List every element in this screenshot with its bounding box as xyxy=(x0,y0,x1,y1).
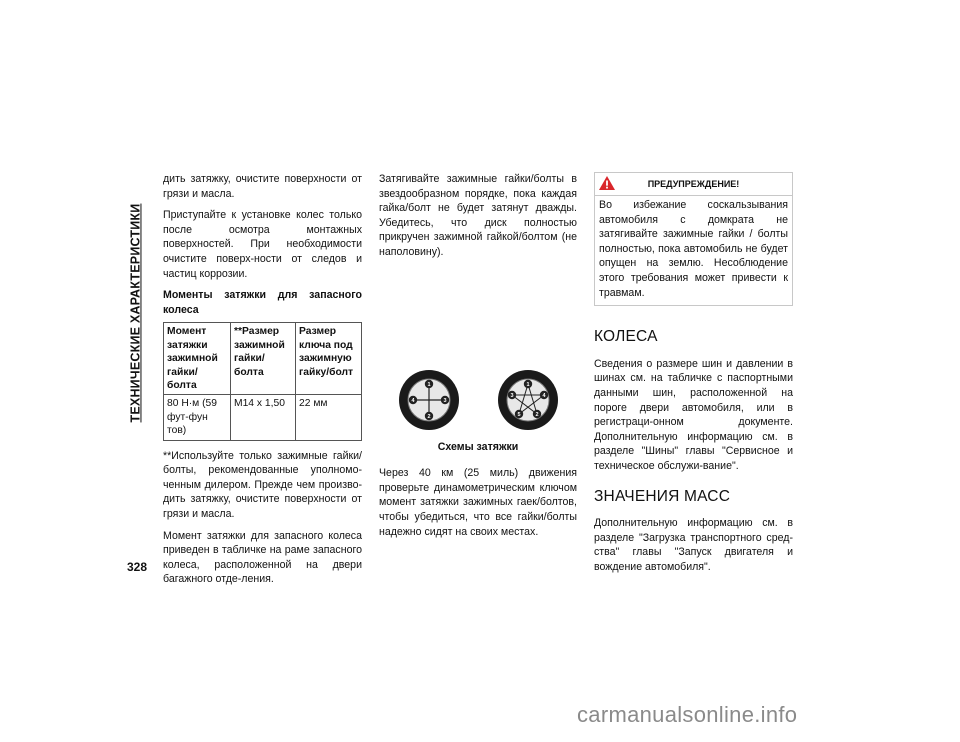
heading-wheels: КОЛЕСА xyxy=(594,328,658,346)
paragraph: Сведения о размере шин и давлении в шинах см. на табличке с паспортными данными шин, расположенной на пороге двери автомобиля, или в регистраци-онном документе. Дополнительную информацию см. в разделе "Шины" главы "Сервисное и техническое обслужи-вание". xyxy=(594,357,793,472)
diagram-caption: Схемы затяжки xyxy=(437,440,519,453)
warning-text: Во избежание соскальзывания автомобиля с домкрата не затягивайте зажимные гайки / болты полностью, пока автомобиль не будет опущен на землю. Несоблюдение этого требования может привести к травмам. xyxy=(599,199,788,299)
paragraph: Дополнительную информацию см. в разделе "Загрузка транспортного сред-ства" главы "Запуск двигателя и вождение автомобиля". xyxy=(594,517,793,573)
table-row xyxy=(164,395,362,440)
section-tab-label: ТЕХНИЧЕСКИЕ ХАРАКТЕРИСТИКИ xyxy=(128,203,143,423)
subheading-spare-torque: Моменты затяжки для запасного колеса xyxy=(163,289,362,316)
paragraph: дить затяжку, очистите поверхности от грязи и масла. xyxy=(163,173,362,200)
bolt-label: 2 xyxy=(534,411,539,418)
section-tab xyxy=(124,168,146,458)
paragraph: Через 40 км (25 миль) движения проверьте динамометрическим ключом момент затяжки зажимных гаек/болтов, чтобы убедиться, что все гайки/болты надежно сидят на своих местах. xyxy=(379,467,577,538)
paragraph: Приступайте к установке колес только после осмотра монтажных поверхностей. При необходимости очистите поверх-ности от следов и частиц коррозии. xyxy=(163,209,362,280)
warning-box xyxy=(594,172,793,306)
torque-table xyxy=(163,322,362,440)
bolt-label: 3 xyxy=(509,392,514,399)
warning-icon xyxy=(598,175,616,191)
paragraph: **Используйте только зажимные гайки/болты, рекомендованные уполномо-ченным дилером. Прежде чем произво-дить затяжку, очистите поверхности от грязи и масла. xyxy=(163,449,362,520)
warning-body xyxy=(595,195,792,305)
table-cell: 80 Н·м (59 фут-фун тов) xyxy=(164,395,231,440)
warning-title: ПРЕДУПРЕЖДЕНИЕ! xyxy=(647,179,740,189)
table-cell: 22 мм xyxy=(296,395,362,440)
page-number: 328 xyxy=(127,560,148,574)
bolt-label: 5 xyxy=(516,411,521,418)
column-middle xyxy=(379,172,577,546)
column-right xyxy=(594,172,793,581)
table-header-row xyxy=(164,323,362,395)
watermark: carmanualsonline.info xyxy=(577,702,798,727)
bolt-label: 2 xyxy=(426,413,431,420)
table-header-cell: Размер ключа под зажимную гайку/болт xyxy=(296,323,362,395)
bolt-label: 3 xyxy=(442,397,447,404)
table-header-cell: **Размер зажимной гайки/болта xyxy=(231,323,296,395)
bolt-label: 1 xyxy=(426,381,431,388)
paragraph: Момент затяжки для запасного колеса приведен в табличке на раме запасного колеса, расположенной на двери багажного отде-ления. xyxy=(163,529,362,586)
paragraph: Затягивайте зажимные гайки/болты в звездообразном порядке, пока каждая гайка/болт не будет затянут дважды. Убедитесь, что диск полностью прикручен зажимной гайкой/болтом (не наполовину). xyxy=(379,173,577,258)
bolt-label: 4 xyxy=(541,392,546,399)
table-header-cell: Момент затяжки зажимной гайки/болта xyxy=(164,323,231,395)
tightening-diagrams xyxy=(379,368,577,432)
diagram-four-bolt xyxy=(397,368,461,432)
heading-mass: ЗНАЧЕНИЯ МАСС xyxy=(594,487,731,505)
bolt-label: 1 xyxy=(525,381,530,388)
bolt-label: 4 xyxy=(410,397,415,404)
warning-header xyxy=(595,173,792,195)
diagram-five-bolt xyxy=(496,368,560,432)
table-cell: M14 x 1,50 xyxy=(231,395,296,440)
column-left xyxy=(163,172,362,594)
